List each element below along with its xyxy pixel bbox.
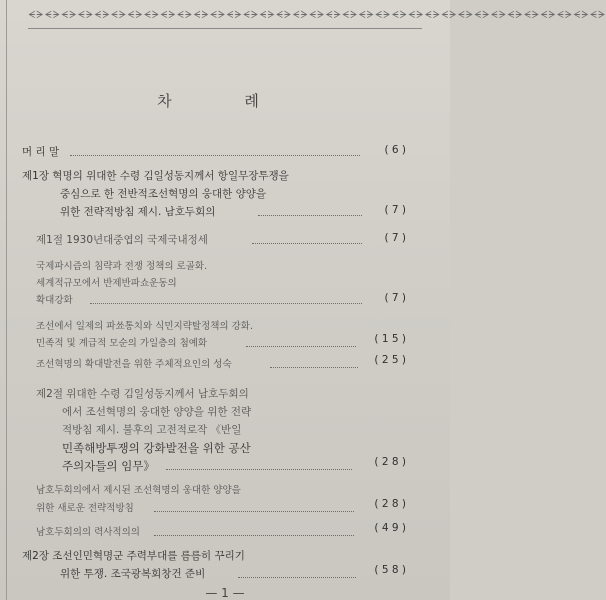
toc-preface: 머 리 말 [22, 146, 60, 158]
toc-section1-page: ( 7 ) [384, 232, 406, 244]
toc-sub1-page: ( 7 ) [384, 292, 406, 304]
toc-chapter2-line1: 제2장 조선인민혁명군 주력부대를 름름히 꾸리기 [22, 550, 245, 562]
page-title: 차 례 [157, 92, 293, 110]
toc-sub2-line2: 민족적 및 계급적 모순의 가일층의 첨예화 [36, 338, 208, 349]
leader-dots [154, 511, 354, 512]
toc-chapter2-page: ( 5 8 ) [374, 564, 406, 576]
toc-sub4-page: ( 2 8 ) [374, 498, 406, 510]
toc-sub5: 남호두회의의 력사적의의 [36, 527, 140, 538]
toc-sub3-page: ( 2 5 ) [374, 354, 406, 366]
leader-dots [246, 346, 356, 347]
leader-dots [270, 367, 358, 368]
toc-section2-line2: 에서 조선혁명의 웅대한 양양을 위한 전략 [62, 406, 252, 418]
toc-sub4-line1: 남호두회의에서 제시된 조선혁명의 웅대한 양양을 [36, 485, 241, 496]
toc-preface-page: ( 6 ) [384, 144, 406, 156]
leader-dots [238, 577, 356, 578]
toc-section1: 제1절 1930년대중엽의 국제국내정세 [36, 234, 208, 246]
decorative-border: ᗕᗒᗕᗒᗕᗒᗕᗒᗕᗒᗕᗒᗕᗒᗕᗒᗕᗒᗕᗒᗕᗒᗕᗒᗕᗒᗕᗒᗕᗒᗕᗒᗕᗒᗕᗒᗕᗒᗕᗒᗕᗒᗕᗒᗕᗒᗕᗒᗕᗒᗕᗒᗕᗒᗕᗒᗕᗒᗕᗒᗕᗒᗕᗒᗕᗒᗕᗒᗕᗒ [28, 10, 606, 21]
leader-dots [70, 155, 360, 156]
border-rule [28, 28, 422, 29]
page-number: — 1 — [205, 586, 245, 600]
toc-sub3: 조선혁명의 확대발전을 위한 주체적요인의 성숙 [36, 359, 232, 370]
toc-sub2-line1: 조선에서 일제의 파쑈통치와 식민지략탈정책의 강화. [36, 321, 253, 332]
toc-chapter1-line3: 위한 전략적방침 제시. 남호두회의 [60, 206, 216, 218]
toc-sub4-line2: 위한 새로운 전략적방침 [36, 503, 134, 514]
toc-sub1-line1: 국제파시즘의 침략과 전쟁 정책의 로골화. [36, 261, 208, 272]
leader-dots [90, 303, 362, 304]
toc-section2-line4: 민족해방투쟁의 강화발전을 위한 공산 [62, 441, 251, 455]
toc-section2-page: ( 2 8 ) [374, 456, 406, 468]
toc-sub1-line2: 세계적규모에서 반제반파쇼운동의 [36, 278, 177, 289]
toc-sub2-page: ( 1 5 ) [374, 333, 406, 345]
leader-dots [154, 535, 354, 536]
leader-dots [252, 243, 362, 244]
toc-sub1-line3: 확대강화 [36, 295, 73, 306]
toc-chapter1-line2: 중심으로 한 전반적조선혁명의 웅대한 양양을 [60, 188, 267, 200]
leader-dots [258, 215, 362, 216]
toc-chapter1-page: ( 7 ) [384, 204, 406, 216]
leader-dots [166, 469, 352, 470]
toc-sub5-page: ( 4 9 ) [374, 522, 406, 534]
toc-section2-line1: 제2절 위대한 수령 김일성동지께서 남호두회의 [36, 388, 249, 400]
toc-section2-line3: 적방침 제시. 불후의 고전적로작 《반일 [62, 424, 242, 436]
toc-section2-line5: 주의자들의 임무》 [62, 459, 155, 473]
toc-chapter1-line1: 제1장 혁명의 위대한 수령 김일성동지께서 항일무장투쟁을 [22, 170, 289, 182]
toc-chapter2-line2: 위한 투쟁. 조국광복회창건 준비 [60, 568, 206, 580]
